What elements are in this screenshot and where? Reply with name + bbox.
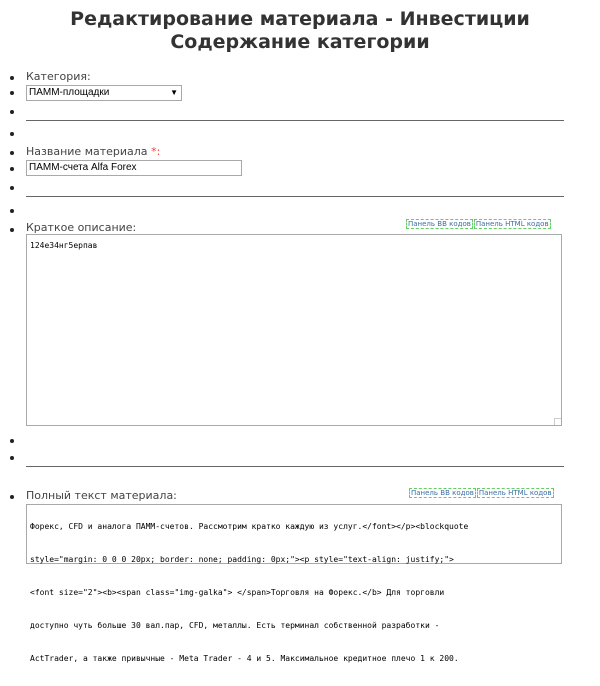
required-mark: *:: [151, 145, 161, 158]
dropdown-arrow-icon: ▼: [170, 88, 178, 97]
list-bullet: [10, 209, 14, 213]
list-bullet: [10, 132, 14, 136]
short-desc-panels: [405, 220, 551, 228]
html-panel-link[interactable]: Панель HTML кодов: [478, 489, 552, 497]
short-desc-value: 124е34нг5ерпав: [30, 241, 98, 250]
list-bullet: [10, 76, 14, 80]
divider: [26, 466, 564, 467]
text-line: <font size="2"><b><span class="img-galka"> </span>Торговля на Форекс.</b> Для торговли: [30, 588, 445, 597]
name-label: [26, 145, 160, 158]
text-line: Форекс, CFD и аналога ПАММ-счетов. Рассмотрим кратко каждую из услуг.</font></p><blockquote: [30, 522, 469, 531]
bb-panel-link[interactable]: Панель BB кодов: [408, 220, 471, 228]
name-label-text: Название материала: [26, 145, 148, 158]
divider: [26, 196, 564, 197]
name-input[interactable]: ПАММ-счета Alfa Forex: [26, 160, 242, 176]
resize-handle[interactable]: [554, 418, 561, 425]
list-bullet: [10, 456, 14, 460]
list-bullet: [10, 439, 14, 443]
list-bullet: [10, 186, 14, 190]
page-title: Редактирование материала - Инвестиции Содержание категории: [70, 8, 530, 53]
text-line: ActTrader, а также привычные - Meta Trader - 4 и 5. Максимальное кредитное плечо 1 к 200.: [30, 654, 459, 663]
html-panel-link[interactable]: Панель HTML кодов: [475, 220, 549, 228]
full-text-label: Полный текст материала:: [26, 489, 177, 502]
list-bullet: [10, 151, 14, 155]
list-bullet: [10, 110, 14, 114]
full-text-textarea[interactable]: [26, 504, 562, 663]
category-label: Категория:: [26, 70, 91, 83]
category-select[interactable]: [26, 85, 182, 101]
divider: [26, 120, 564, 121]
bb-panel-link[interactable]: Панель BB кодов: [411, 489, 474, 497]
text-line: style="margin: 0 0 0 20px; border: none; padding: 0px;"><p style="text-align: justify;">: [30, 555, 454, 564]
text-line: доступно чуть больше 30 вал.пар, CFD, металлы. Есть терминал собственной разработки -: [30, 621, 440, 630]
list-bullet: [10, 228, 14, 232]
list-bullet: [10, 91, 14, 95]
list-bullet: [10, 495, 14, 499]
full-text-panels: [408, 489, 554, 497]
list-bullet: [10, 167, 14, 171]
short-desc-textarea[interactable]: [26, 234, 562, 426]
category-select-value: ПАММ-площадки: [29, 87, 110, 98]
full-text-content: [30, 499, 558, 686]
short-desc-label: Краткое описание:: [26, 221, 137, 234]
